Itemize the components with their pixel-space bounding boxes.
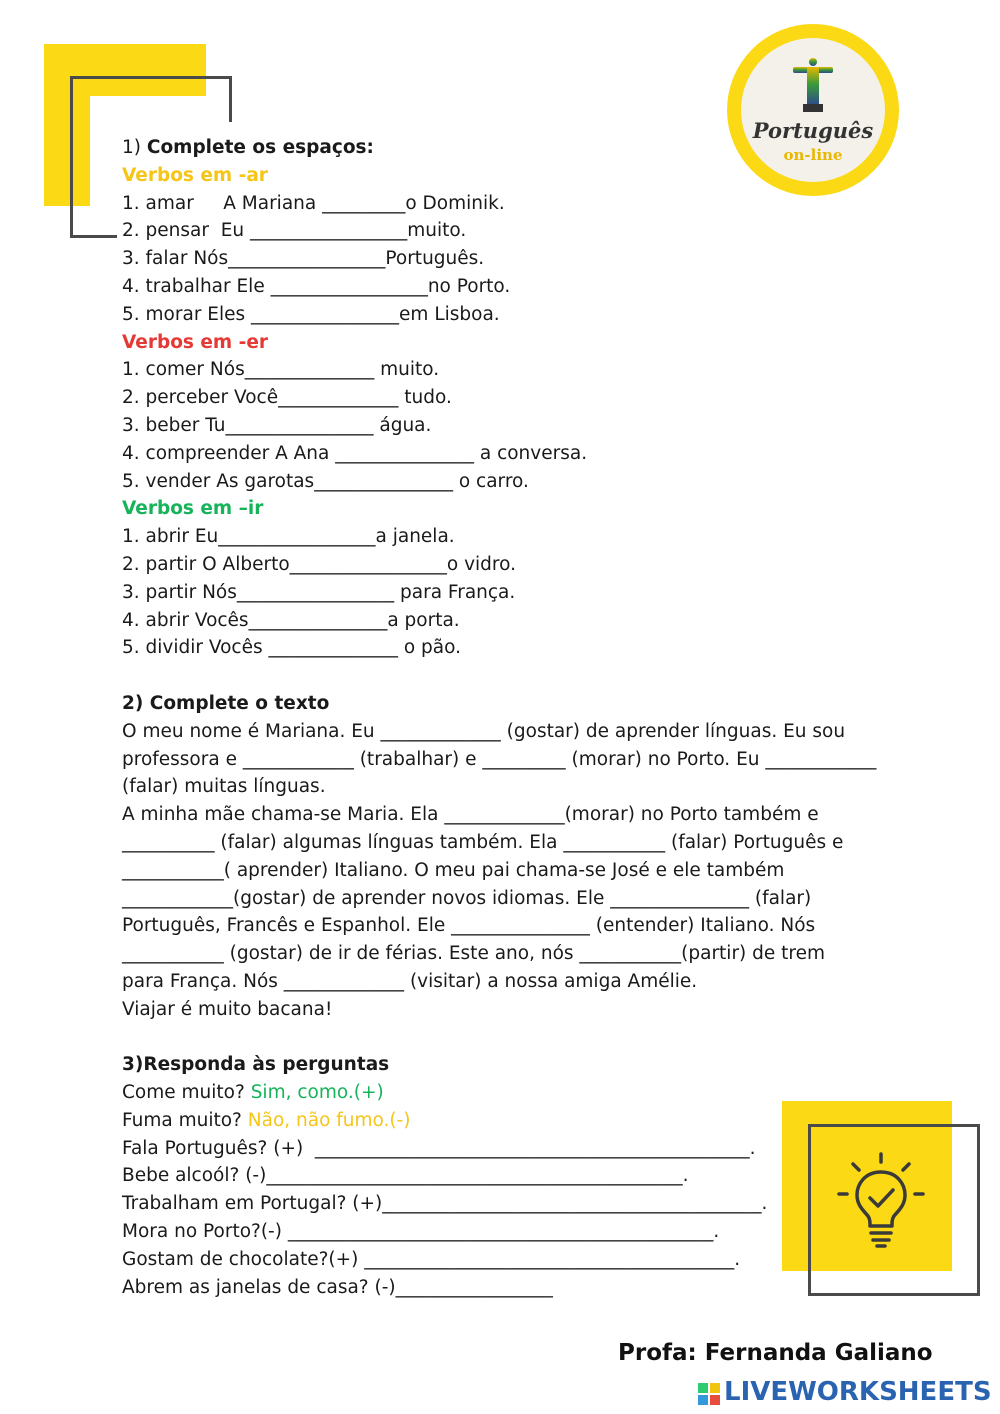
text-line: (falar) muitas línguas. <box>122 776 326 798</box>
christ-statue-icon <box>789 56 837 114</box>
text-line: ___________ (gostar) de ir de férias. Este ano, nós ___________(partir) de trem <box>122 943 826 965</box>
spacer <box>122 662 912 690</box>
logo-subtitle: on-line <box>783 146 843 164</box>
text-line: Viajar é muito bacana! <box>122 998 333 1020</box>
example-question: Fuma muito? <box>122 1109 248 1131</box>
author-credit: Profa: Fernanda Galiano <box>618 1340 933 1366</box>
liveworksheets-brand: LIVEWORKSHEETS <box>724 1377 992 1407</box>
question-line: Gostam de chocolate?(+) ________________________________________. <box>122 1248 741 1270</box>
section1-number: 1) <box>122 137 147 158</box>
exercise-item: 5. dividir Vocês ______________ o pão. <box>122 637 462 659</box>
exercise-item: 2. perceber Você_____________ tudo. <box>122 387 452 409</box>
text-line: professora e ____________ (trabalhar) e _________ (morar) no Porto. Eu ____________ <box>122 748 877 770</box>
text-line: O meu nome é Mariana. Eu _____________ (gostar) de aprender línguas. Eu sou <box>122 720 846 742</box>
exercise-item: 1. abrir Eu_________________a janela. <box>122 526 455 548</box>
exercise-item: 2. partir O Alberto_________________o vidro. <box>122 553 516 575</box>
question-line: Abrem as janelas de casa? (-)_________________ <box>122 1276 553 1298</box>
logo-title: Português <box>752 118 874 143</box>
exercise-item: 1. comer Nós______________ muito. <box>122 359 440 381</box>
example-answer: Não, não fumo.(-) <box>247 1109 411 1131</box>
text-line: ___________( aprender) Italiano. O meu pai chama-se José e ele também <box>122 859 785 881</box>
text-line: __________ (falar) algumas línguas também. Ela ___________ (falar) Português e <box>122 831 844 853</box>
exercise-item: 5. vender As garotas_______________ o carro. <box>122 470 529 492</box>
group-ar-heading: Verbos em -ar <box>122 164 268 186</box>
section1-title: Complete os espaços: <box>146 137 374 158</box>
exercise-item: 3. beber Tu________________ água. <box>122 414 432 436</box>
section2-title: 2) Complete o texto <box>122 692 330 714</box>
group-ir-heading: Verbos em –ir <box>122 498 264 520</box>
exercise-item: 4. abrir Vocês_______________a porta. <box>122 609 460 631</box>
exercise-item: 3. partir Nós_________________ para França. <box>122 581 516 603</box>
question-line: Mora no Porto?(-) ______________________________________________. <box>122 1221 720 1243</box>
group-er-heading: Verbos em -er <box>122 331 268 353</box>
section3-title: 3)Responda às perguntas <box>122 1054 390 1076</box>
question-line: Fala Português? (+) _______________________________________________. <box>122 1137 756 1159</box>
lightbulb-check-icon <box>835 1150 927 1250</box>
text-line: ____________(gostar) de aprender novos idiomas. Ele _______________ (falar) <box>122 887 812 909</box>
example-question: Come muito? <box>122 1082 251 1104</box>
question-line: Bebe alcoól? (-)_____________________________________________. <box>122 1165 689 1187</box>
exercise-item: 2. pensar Eu _________________muito. <box>122 220 467 242</box>
text-line: A minha mãe chama-se Maria. Ela _____________(morar) no Porto também e <box>122 804 819 826</box>
question-line: Trabalham em Portugal? (+)_________________________________________. <box>122 1193 768 1215</box>
section1-title-line <box>122 134 912 162</box>
example-answer: Sim, como.(+) <box>250 1082 384 1104</box>
exercise-item: 4. compreender A Ana _______________ a conversa. <box>122 442 588 464</box>
exercise-item: 3. falar Nós_________________Português. <box>122 248 485 270</box>
exercise-item: 4. trabalhar Ele _________________no Porto. <box>122 275 511 297</box>
liveworksheets-logo-icon <box>698 1383 720 1405</box>
text-line: para França. Nós _____________ (visitar) a nossa amiga Amélie. <box>122 970 698 992</box>
exercise-item: 1. amar A Mariana _________o Dominik. <box>122 192 505 214</box>
spacer <box>122 1024 912 1052</box>
text-line: Português, Francês e Espanhol. Ele _______________ (entender) Italiano. Nós <box>122 915 816 937</box>
exercise-item: 5. morar Eles ________________em Lisboa. <box>122 303 500 325</box>
